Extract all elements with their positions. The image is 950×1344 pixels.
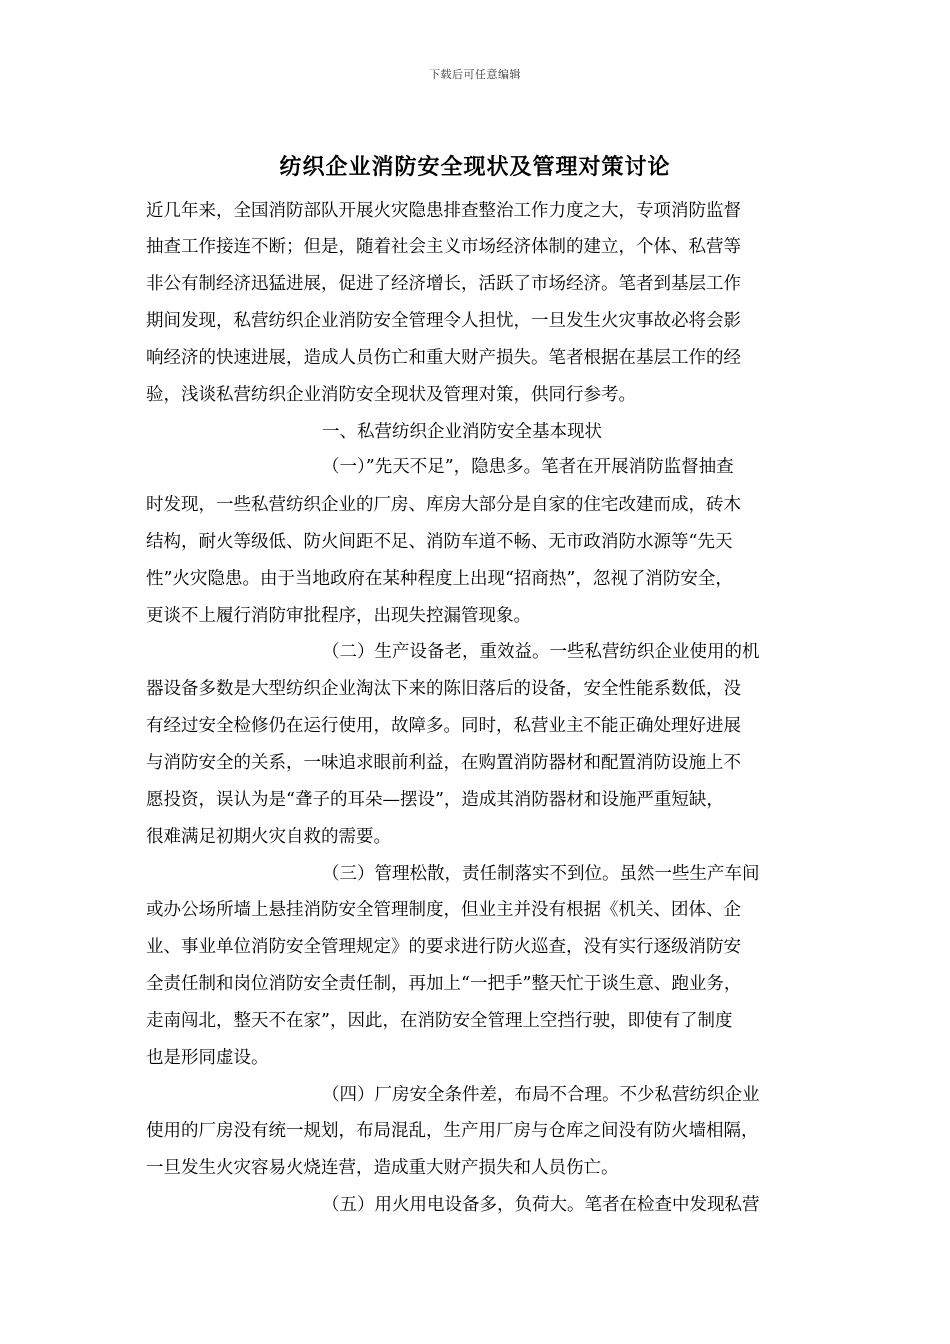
body-line: 有经过安全检修仍在运行使用，故障多。同时，私营业主不能正确处理好进展 [146,716,741,736]
body-line: （一）”先天不足”，隐患多。笔者在开展消防监督抽查 [322,457,734,477]
body-line: （四）厂房安全条件差，布局不合理。不少私营纺织企业 [322,1085,760,1105]
body-line: （二）生产设备老，重效益。一些私营纺织企业使用的机 [322,642,760,662]
body-line: 使用的厂房没有统一规划，布局混乱，生产用厂房与仓库之间没有防火墙相隔， [146,1121,759,1141]
body-line: 一旦发生火灾容易火烧连营，造成重大财产损失和人员伤亡。 [146,1158,619,1178]
body-line: 与消防安全的关系，一味追求眼前利益，在购置消防器材和配置消防设施上不 [146,753,741,773]
body-line: 响经济的快速进展，造成人员伤亡和重大财产损失。笔者根据在基层工作的经 [146,348,741,368]
body-line: 性”火灾隐患。由于当地政府在某种程度上出现“招商热”，忽视了消防安全， [146,569,733,589]
body-line: 愿投资，误认为是“聋子的耳朵—摆设”，造成其消防器材和设施严重短缺， [146,790,724,810]
body-line: 结构，耐火等级低、防火间距不足、消防车道不畅、无市政消防水源等“先天 [146,532,733,552]
body-line: 全责任制和岗位消防安全责任制，再加上“一把手”整天忙于谈生意、跑业务， [146,974,742,994]
body-line: 也是形同虚设。 [146,1048,269,1068]
body-line: 器设备多数是大型纺织企业淘汰下来的陈旧落后的设备，安全性能系数低，没 [146,679,741,699]
section-heading: 一、私营纺织企业消防安全基本现状 [322,422,602,442]
body-line: 近几年来，全国消防部队开展火灾隐患排查整治工作力度之大，专项消防监督 [146,201,741,221]
body-line: 走南闯北，整天不在家”，因此，在消防安全管理上空挡行驶，即使有了制度 [146,1011,733,1031]
body-line: 抽查工作接连不断；但是，随着社会主义市场经济体制的建立，个体、私营等 [146,237,741,257]
body-line: 业、事业单位消防安全管理规定》的要求进行防火巡查，没有实行逐级消防安 [146,937,741,957]
body-line: 期间发现，私营纺织企业消防安全管理令人担忧，一旦发生火灾事故必将会影 [146,311,741,331]
body-line: 更谈不上履行消防审批程序，出现失控漏管现象。 [146,606,531,626]
body-line: 时发现，一些私营纺织企业的厂房、库房大部分是自家的住宅改建而成，砖木 [146,495,741,515]
body-line: 验，浅谈私营纺织企业消防安全现状及管理对策，供同行参考。 [146,385,636,405]
body-line: （三）管理松散，责任制落实不到位。虽然一些生产车间 [322,864,760,884]
body-line: （五）用火用电设备多，负荷大。笔者在检查中发现私营 [322,1195,760,1215]
page-header-note: 下载后可任意编辑 [429,68,521,81]
body-line: 或办公场所墙上悬挂消防安全管理制度，但业主并没有根据《机关、团体、企 [146,900,741,920]
body-line: 很难满足初期火灾自救的需要。 [146,827,391,847]
document-title: 纺织企业消防安全现状及管理对策讨论 [279,154,671,180]
body-line: 非公有制经济迅猛进展，促进了经济增长，活跃了市场经济。笔者到基层工作 [146,274,741,294]
